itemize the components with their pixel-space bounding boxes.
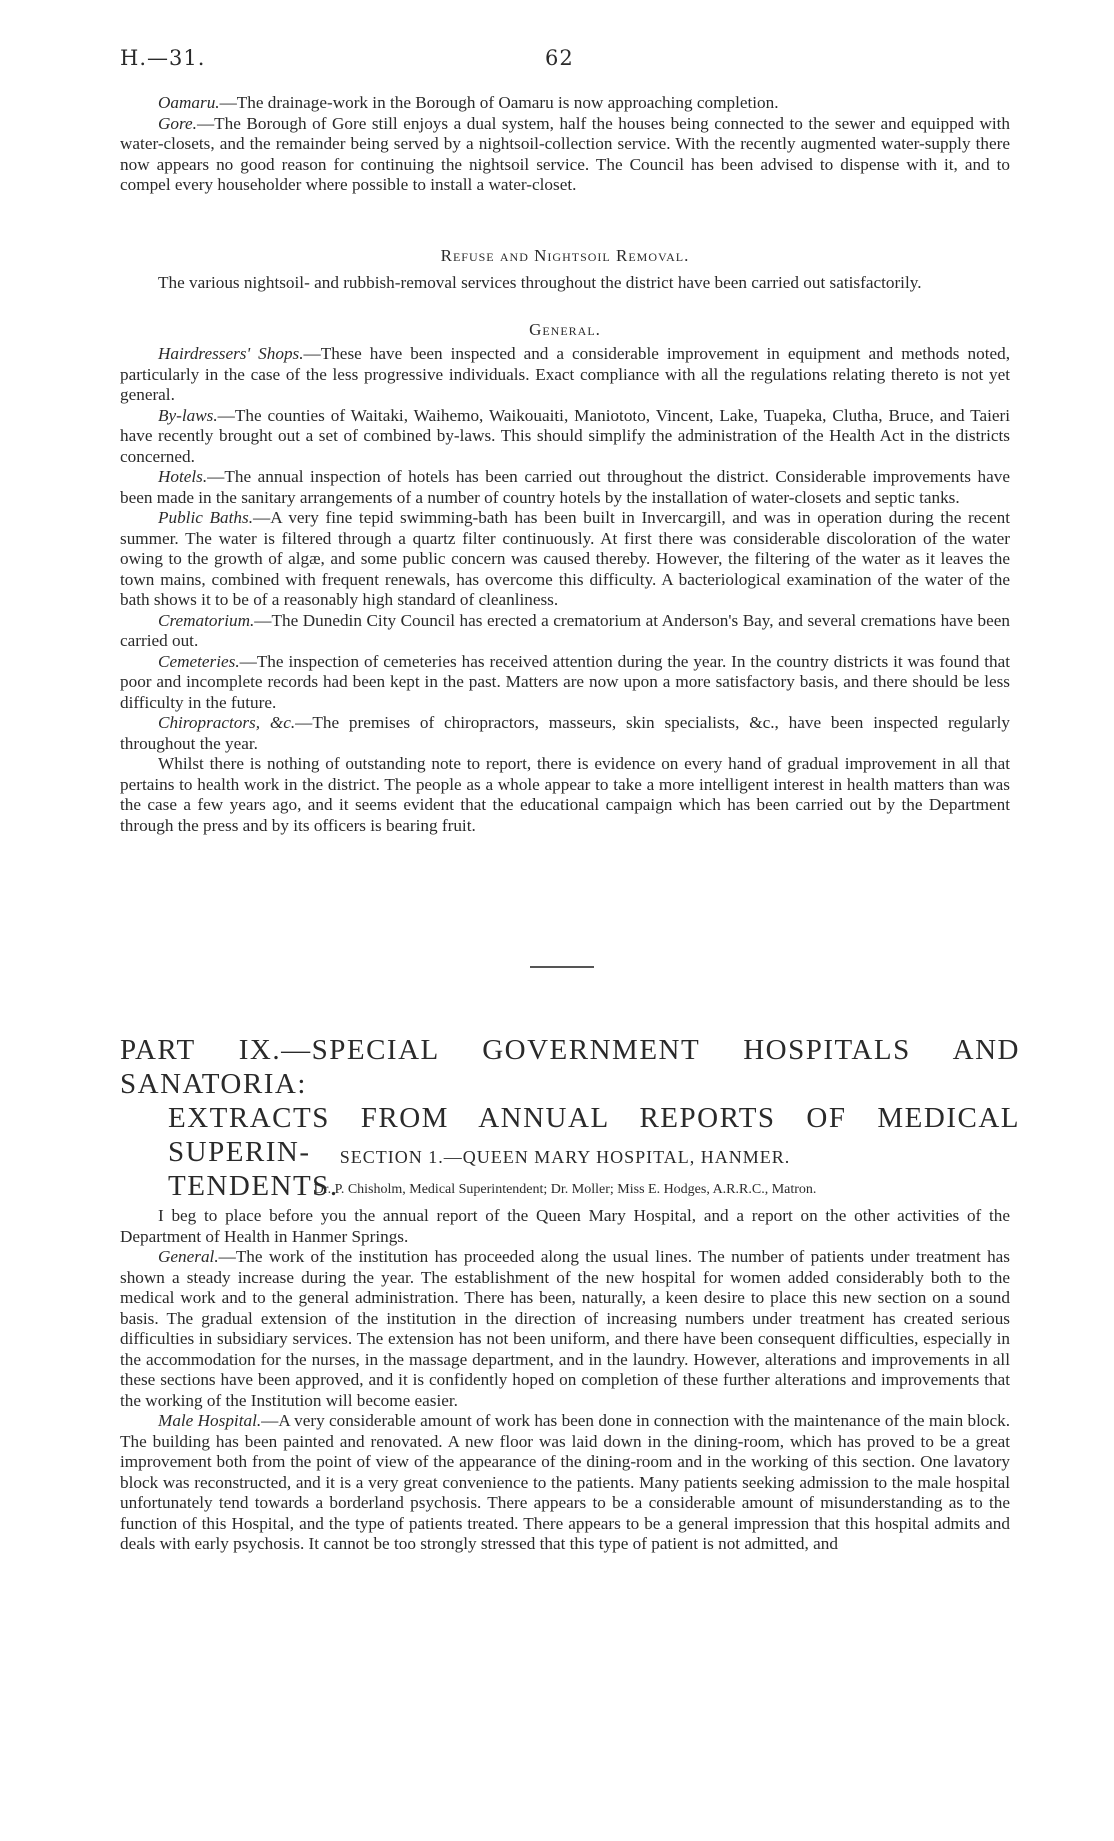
paragraph-text: —The Dunedin City Council has erected a crematorium at Anderson's Bay, and several cremations have been carried out. bbox=[120, 610, 1010, 650]
paragraph-text: —The inspection of cemeteries has received attention during the year. In the country districts it was found that poor and incomplete records had been kept in the past. Matters are now upon a more satisfactory basis, and there should be less difficulty in the future. bbox=[120, 651, 1010, 712]
refuse-section bbox=[120, 246, 1010, 294]
paragraph-text: —A very considerable amount of work has been done in connection with the maintenance of the main block. The building has been painted and renovated. A new floor was laid down in the dining-room, which has proved to be a great improvement both from the point of view of the appearance of the dining-room and in the working of this section. One lavatory block was reconstructed, and it is a very great convenience to the patients. Many patients seeking admission to the male hospital unfortunately tend towards a borderland psychosis. There appears to be a considerable amount of misunderstanding as to the function of this Hospital, and the type of patients treated. There appears to be a general impression that this hospital admits and deals with early psychosis. It cannot be too strongly stressed that this type of patient is not admitted, and bbox=[120, 1411, 1010, 1553]
part-heading-line: EXTRACTS FROM ANNUAL REPORTS OF MEDICAL SUPERIN- bbox=[168, 1102, 1020, 1168]
paragraph-intro: I beg to place before you the annual report of the Queen Mary Hospital, and a report on the other activities of the Department of Health in Hanmer Springs. bbox=[120, 1206, 1010, 1246]
page-number: 62 bbox=[545, 46, 574, 70]
paragraph-closing: Whilst there is nothing of outstanding note to report, there is evidence on every hand of gradual improvement in all that pertains to health work in the district. The people as a whole appear to take a more intelligent interest in health matters than was the case a few years ago, and it seems evident that the educational campaign which has been carried out by the Department through the press and by its officers is bearing fruit. bbox=[120, 754, 1010, 835]
paragraph-text: —The work of the institution has proceeded along the usual lines. The number of patients under treatment has shown a steady increase during the year. The establishment of the new hospital for women added considerably both to the medical work and to the general administration. There has been, naturally, a keen desire to place this new section on a sound basis. The gradual extension of the institution in the direction of increasing numbers under treatment has created serious difficulties in subsidiary services. The extension has not been uniform, and there have been consequent difficulties, especially in the accommodation for the nurses, in the massage department, and in the laundry. However, alterations and improvements in all these sections have been approved, and it is confidently hoped on completion of these further alterations and improvements that the working of the Institution will become easier. bbox=[120, 1247, 1010, 1410]
drainage-section bbox=[120, 93, 1010, 196]
part-heading-line: TENDENTS. bbox=[168, 1170, 339, 1202]
section-heading: Refuse and Nightsoil Removal. bbox=[440, 246, 690, 265]
paragraph-text: —The premises of chiropractors, masseurs, skin specialists, &c., have been inspected regularly throughout the year. bbox=[120, 713, 1010, 753]
paragraph-gore bbox=[120, 114, 1010, 196]
paragraph-text: —The Borough of Gore still enjoys a dual system, half the houses being connected to the sewer and equipped with water-closets, and the remainder being served by a nightsoil-collection service. With the recently augmented water-supply there now appears no good reason for continuing the nightsoil service. The Council has been advised to dispense with it, and to compel every householder where possible to install a water-closet. bbox=[120, 113, 1010, 194]
document-reference: H.—31. bbox=[120, 46, 206, 70]
paragraph-general bbox=[120, 1247, 1010, 1411]
paragraph-lead: Gore. bbox=[158, 113, 197, 133]
paragraph-lead: Chiropractors, &c. bbox=[158, 713, 296, 732]
paragraph-lead: Crematorium. bbox=[158, 610, 255, 630]
section-heading: General. bbox=[529, 320, 601, 339]
paragraph-text: —The drainage-work in the Borough of Oamaru is now approaching completion. bbox=[219, 93, 779, 112]
hospital-report bbox=[120, 1206, 1010, 1555]
paragraph-lead: Male Hospital. bbox=[158, 1411, 262, 1430]
paragraph-lead: Oamaru. bbox=[158, 93, 220, 112]
paragraph-oamaru bbox=[120, 93, 1010, 114]
paragraph-refuse: The various nightsoil- and rubbish-removal services throughout the district have been carried out satisfactorily. bbox=[158, 273, 922, 292]
paragraph-lead: Hotels. bbox=[158, 467, 208, 486]
paragraph-lead: Public Baths. bbox=[158, 508, 253, 527]
paragraph-text: —These have been inspected and a considerable improvement in equipment and methods noted, particularly in the case of the less progressive individuals. Exact compliance with all the regulations relating thereto is not yet general. bbox=[120, 344, 1010, 404]
paragraph-lead: General. bbox=[158, 1247, 219, 1266]
paragraph-by-laws bbox=[120, 406, 1010, 468]
paragraph-lead: Cemeteries. bbox=[158, 651, 240, 671]
paragraph-public-baths bbox=[120, 508, 1010, 611]
paragraph-text: —The annual inspection of hotels has been carried out throughout the district. Considerable improvements have been made in the sanitary arrangements of a number of country hotels by the installation of water-closets and septic tanks. bbox=[120, 467, 1010, 507]
paragraph-lead: Hairdressers' Shops. bbox=[158, 344, 304, 363]
part-heading-line: PART IX.—SPECIAL GOVERNMENT HOSPITALS AND SANATORIA: bbox=[120, 1034, 1020, 1100]
paragraph-chiropractors bbox=[120, 713, 1010, 754]
paragraph-male-hospital bbox=[120, 1411, 1010, 1555]
paragraph-lead: By-laws. bbox=[158, 405, 218, 425]
paragraph-hotels bbox=[120, 467, 1010, 508]
section-divider bbox=[530, 966, 594, 968]
part-heading bbox=[120, 1033, 1020, 1203]
paragraph-cemeteries bbox=[120, 652, 1010, 714]
general-section bbox=[120, 320, 1010, 836]
paragraph-hairdressers bbox=[120, 344, 1010, 406]
paragraph-text: —The counties of Waitaki, Waihemo, Waikouaiti, Maniototo, Vincent, Lake, Tuapeka, Clutha, Bruce, and Taieri have recently brought out a set of combined by-laws. This should simplify the administration of the Health Act in the districts concerned. bbox=[120, 405, 1010, 466]
staff-line: Dr. P. Chisholm, Medical Superintendent; Dr. Moller; Miss E. Hodges, A.R.R.C., Matron. bbox=[313, 1182, 817, 1197]
paragraph-text: —A very fine tepid swimming-bath has been built in Invercargill, and was in operation during the recent summer. The water is filtered through a quartz filter continuously. At first there was considerable discoloration of the water owing to the growth of algæ, and some public concern was caused thereby. However, the filtering of the water as it leaves the town mains, combined with frequent renewals, has overcome this difficulty. A bacteriological examination of the water of the bath shows it to be of a reasonably high standard of cleanliness. bbox=[120, 508, 1010, 609]
paragraph-crematorium bbox=[120, 611, 1010, 652]
section-title: SECTION 1.—QUEEN MARY HOSPITAL, HANMER. bbox=[339, 1147, 791, 1167]
